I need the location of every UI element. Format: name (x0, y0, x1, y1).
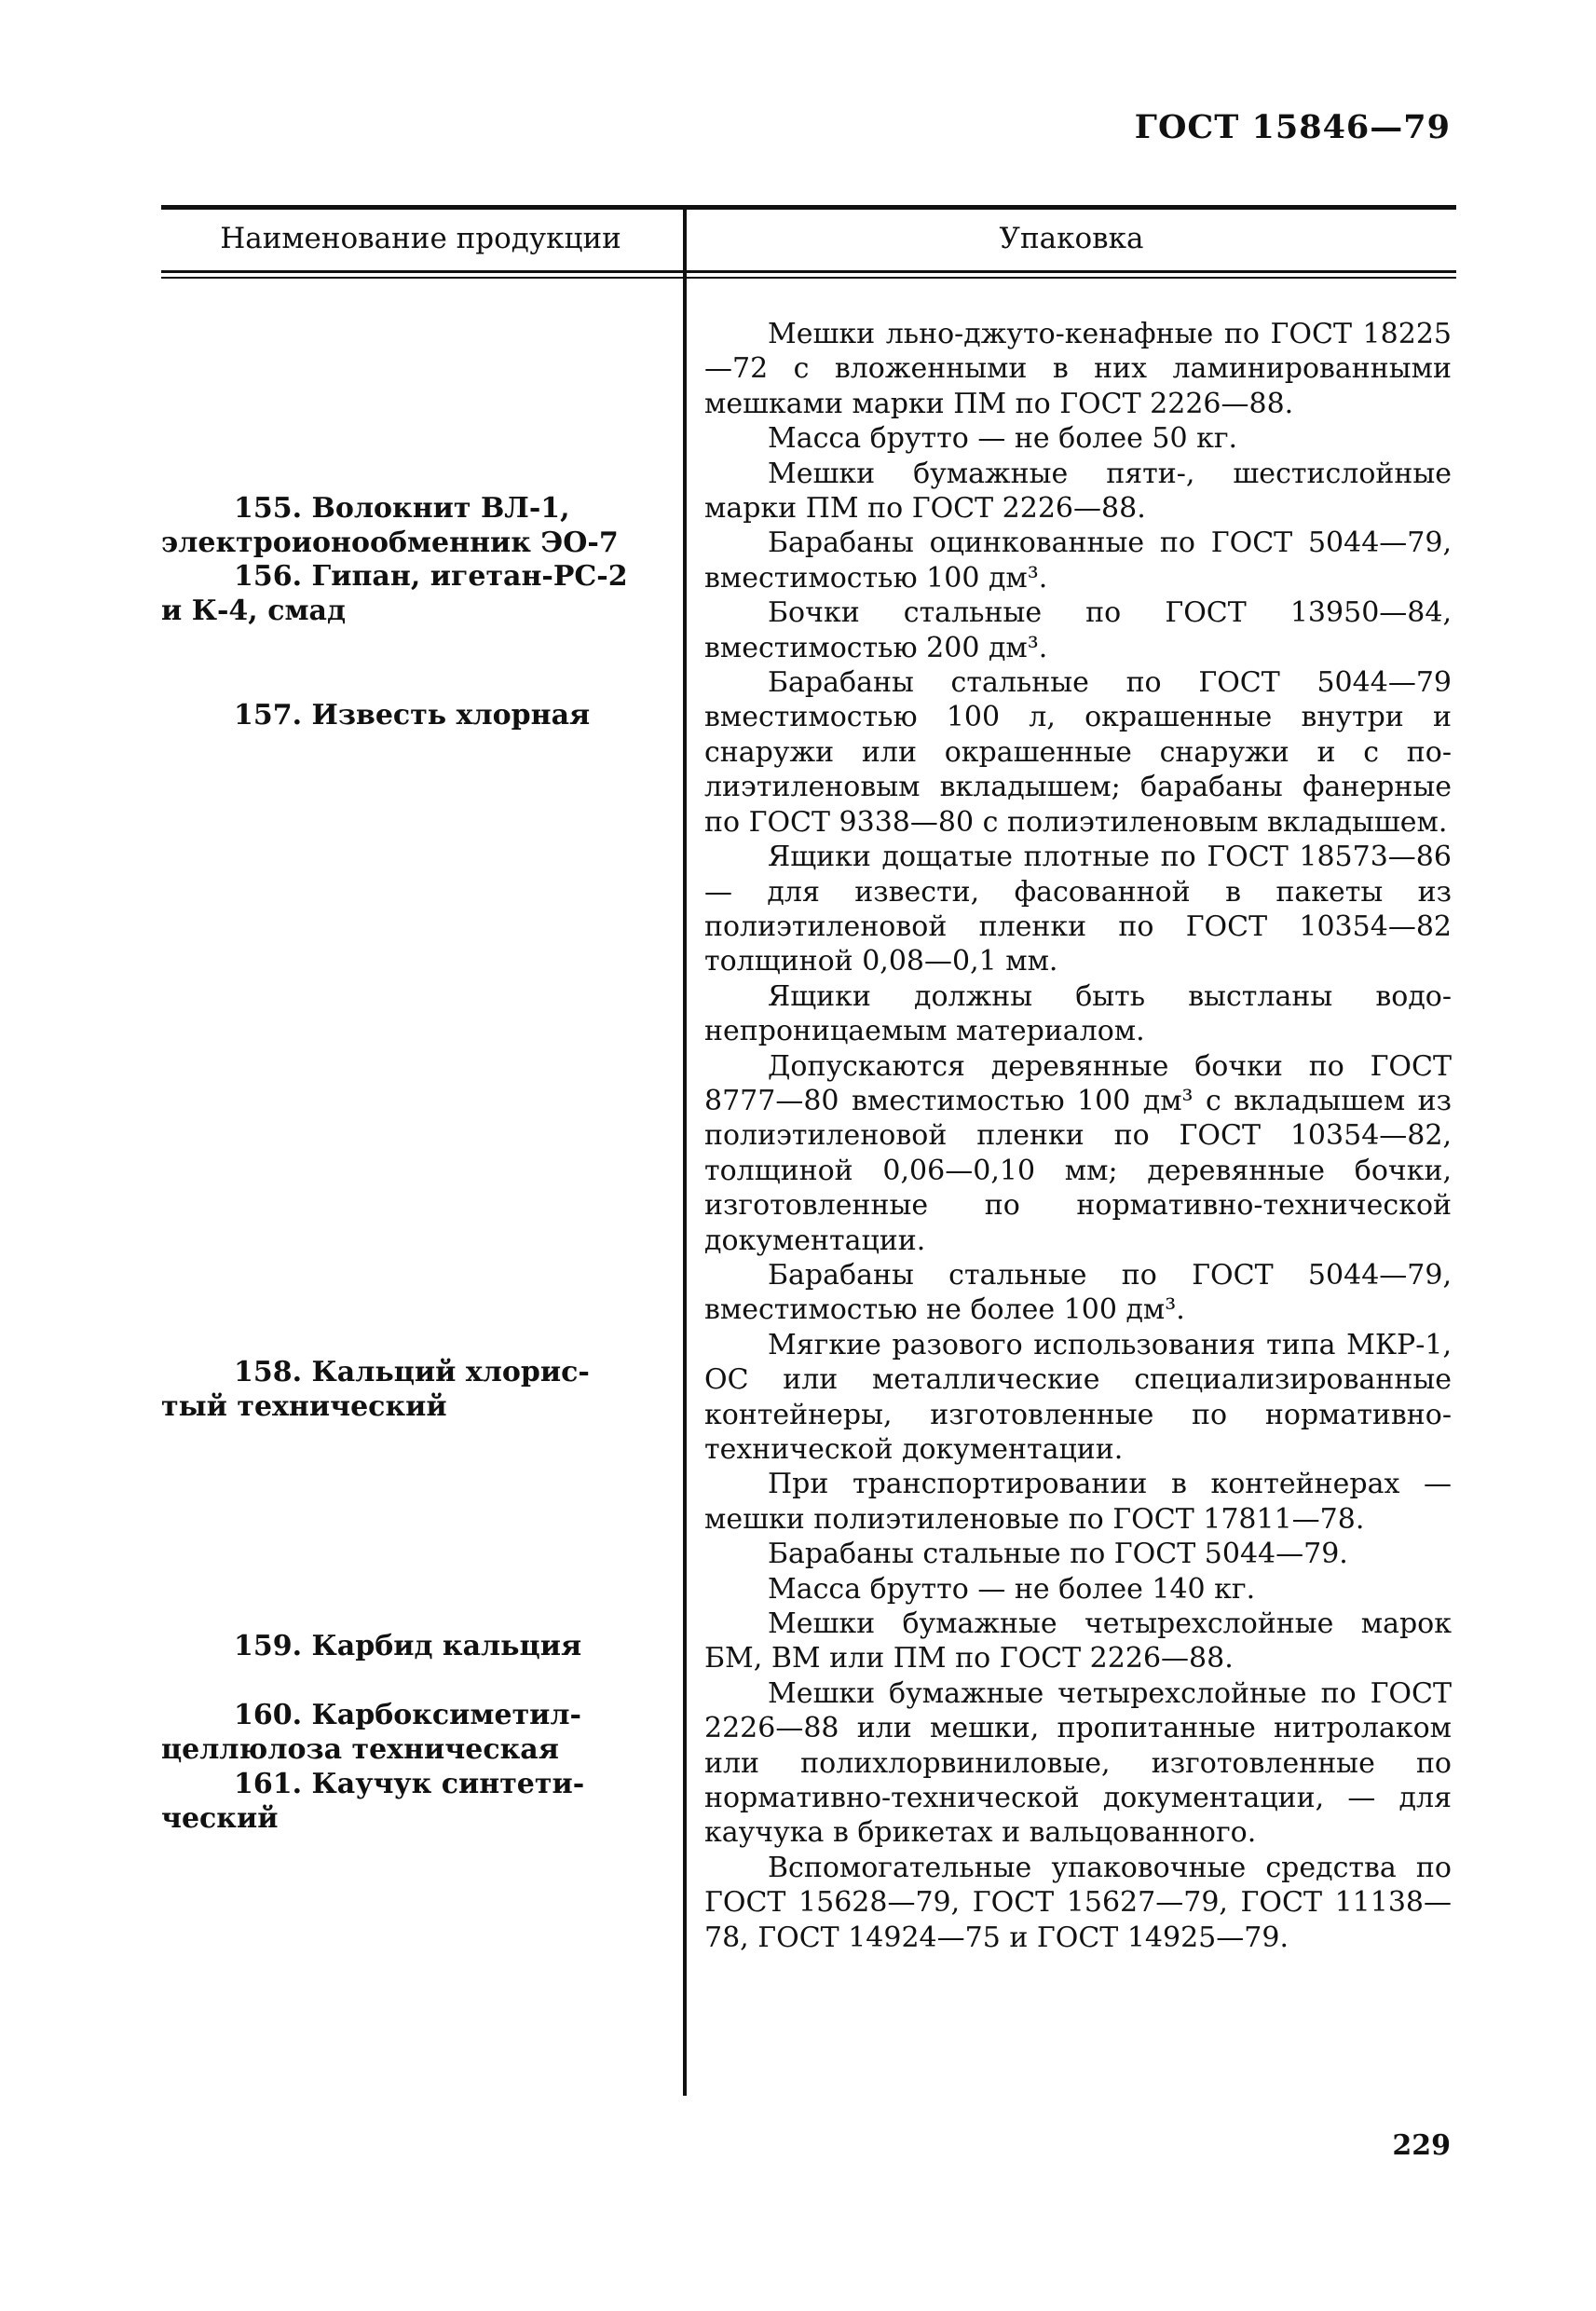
packaging-paragraph: Масса брутто — не более 140 кг. (768, 1572, 1256, 1606)
product-name-line: тый технический (161, 1389, 447, 1423)
product-name-line: 155. Волокнит ВЛ-1, (234, 492, 570, 525)
packaging-paragraph: Мешки бумажные четырехслойные по ГОСТ 2226—88 или мешки, пропитанные нитролаком или полихлорвиниловые, изготовленные по нормативно-технической документации, — для каучука в брикетах и вальцованного. (704, 1676, 1452, 1850)
product-name-line: электроионообменник ЭО-7 (161, 526, 619, 559)
packaging-paragraph: Барабаны стальные по ГОСТ 5044—79 вместимостью 100 л, окрашенные внутри и снаружи или окрашенные снаружи и с полиэтиленовым вкладышем; барабаны фанерные по ГОСТ 9338—80 с полиэтиленовым вкладышем. (704, 666, 1452, 839)
packaging-paragraph: Мешки льно-джуто-кенафные по ГОСТ 18225—72 с вложенными в них ламинированными мешками марки ПМ по ГОСТ 2226—88. (704, 318, 1452, 420)
product-name-line: целлюлоза техническая (161, 1732, 559, 1766)
packaging-paragraph: Вспомогательные упаковочные средства по ГОСТ 15628—79, ГОСТ 15627—79, ГОСТ 11138—78, ГОСТ 14924—75 и ГОСТ 14925—79. (704, 1851, 1452, 1954)
packaging-paragraph: Барабаны оцинкованные по ГОСТ 5044—79, вместимостью 100 дм³. (704, 526, 1452, 595)
table-top-rule (161, 205, 1456, 210)
header-rule-upper (161, 270, 1456, 273)
product-item-161 (161, 1768, 674, 1836)
packaging-paragraph: Ящики дощатые плотные по ГОСТ 18573—86 — для извести, фасованной в пакеты из полиэтиленовой пленки по ГОСТ 10354—82 толщиной 0,08—0,1 мм. (704, 841, 1452, 978)
product-name-line: 161. Каучук синтети- (234, 1768, 585, 1800)
packaging-column (704, 317, 1452, 1955)
product-item-156 (161, 560, 674, 628)
product-name-line: ческий (161, 1801, 279, 1835)
product-item-160 (161, 1699, 674, 1767)
product-name-line: и К-4, смад (161, 594, 346, 627)
header-rule-lower (161, 277, 1456, 279)
product-name-line: 159. Карбид кальция (234, 1630, 582, 1662)
product-name-line: 157. Известь хлорная (234, 699, 591, 732)
column-header-product: Наименование продукции (220, 222, 621, 255)
packaging-paragraph: Барабаны стальные по ГОСТ 5044—79. (768, 1538, 1348, 1571)
product-name-line: 158. Кальций хлорис- (234, 1356, 590, 1388)
packaging-paragraph: Мешки бумажные пяти-, шестислойные марки ПМ по ГОСТ 2226—88. (704, 457, 1452, 526)
packaging-paragraph: Барабаны стальные по ГОСТ 5044—79, вместимостью не более 100 дм³. (704, 1258, 1452, 1327)
column-header-packaging: Упаковка (999, 222, 1144, 255)
packaging-paragraph: Мешки бумажные четырехслойные марок БМ, ВМ или ПМ по ГОСТ 2226—88. (704, 1607, 1452, 1675)
packaging-paragraph: При транспортировании в контейнерах — мешки полиэтиленовые по ГОСТ 17811—78. (704, 1468, 1452, 1536)
standard-header: ГОСТ 15846—79 (1134, 108, 1451, 146)
page-number: 229 (1392, 2129, 1451, 2162)
packaging-paragraph: Допускаются деревянные бочки по ГОСТ 8777—80 вместимостью 100 дм³ с вкладышем из полиэтиленовой пленки по ГОСТ 10354—82, толщиной 0,06—0,10 мм; деревянные бочки, изготовленные по нормативно-технической документации. (704, 1049, 1452, 1257)
product-name-line: 156. Гипан, игетан-РС-2 (234, 560, 628, 593)
product-item-158 (161, 1356, 674, 1424)
product-item-155 (161, 492, 674, 560)
product-item-157 (161, 699, 674, 733)
product-item-159 (161, 1630, 674, 1664)
packaging-paragraph: Масса брутто — не более 50 кг. (768, 422, 1238, 456)
column-divider (683, 209, 687, 2096)
product-name-line: 160. Карбоксиметил- (234, 1699, 582, 1731)
packaging-paragraph: Мягкие разового использования типа МКР-1, ОС или металлические специализированные контейнеры, изготовленные по нормативно-технической документации. (704, 1328, 1452, 1466)
packaging-paragraph: Ящики должны быть выстланы водонепроницаемым материалом. (704, 979, 1452, 1048)
packaging-paragraph: Бочки стальные по ГОСТ 13950—84, вместимостью 200 дм³. (704, 596, 1452, 664)
